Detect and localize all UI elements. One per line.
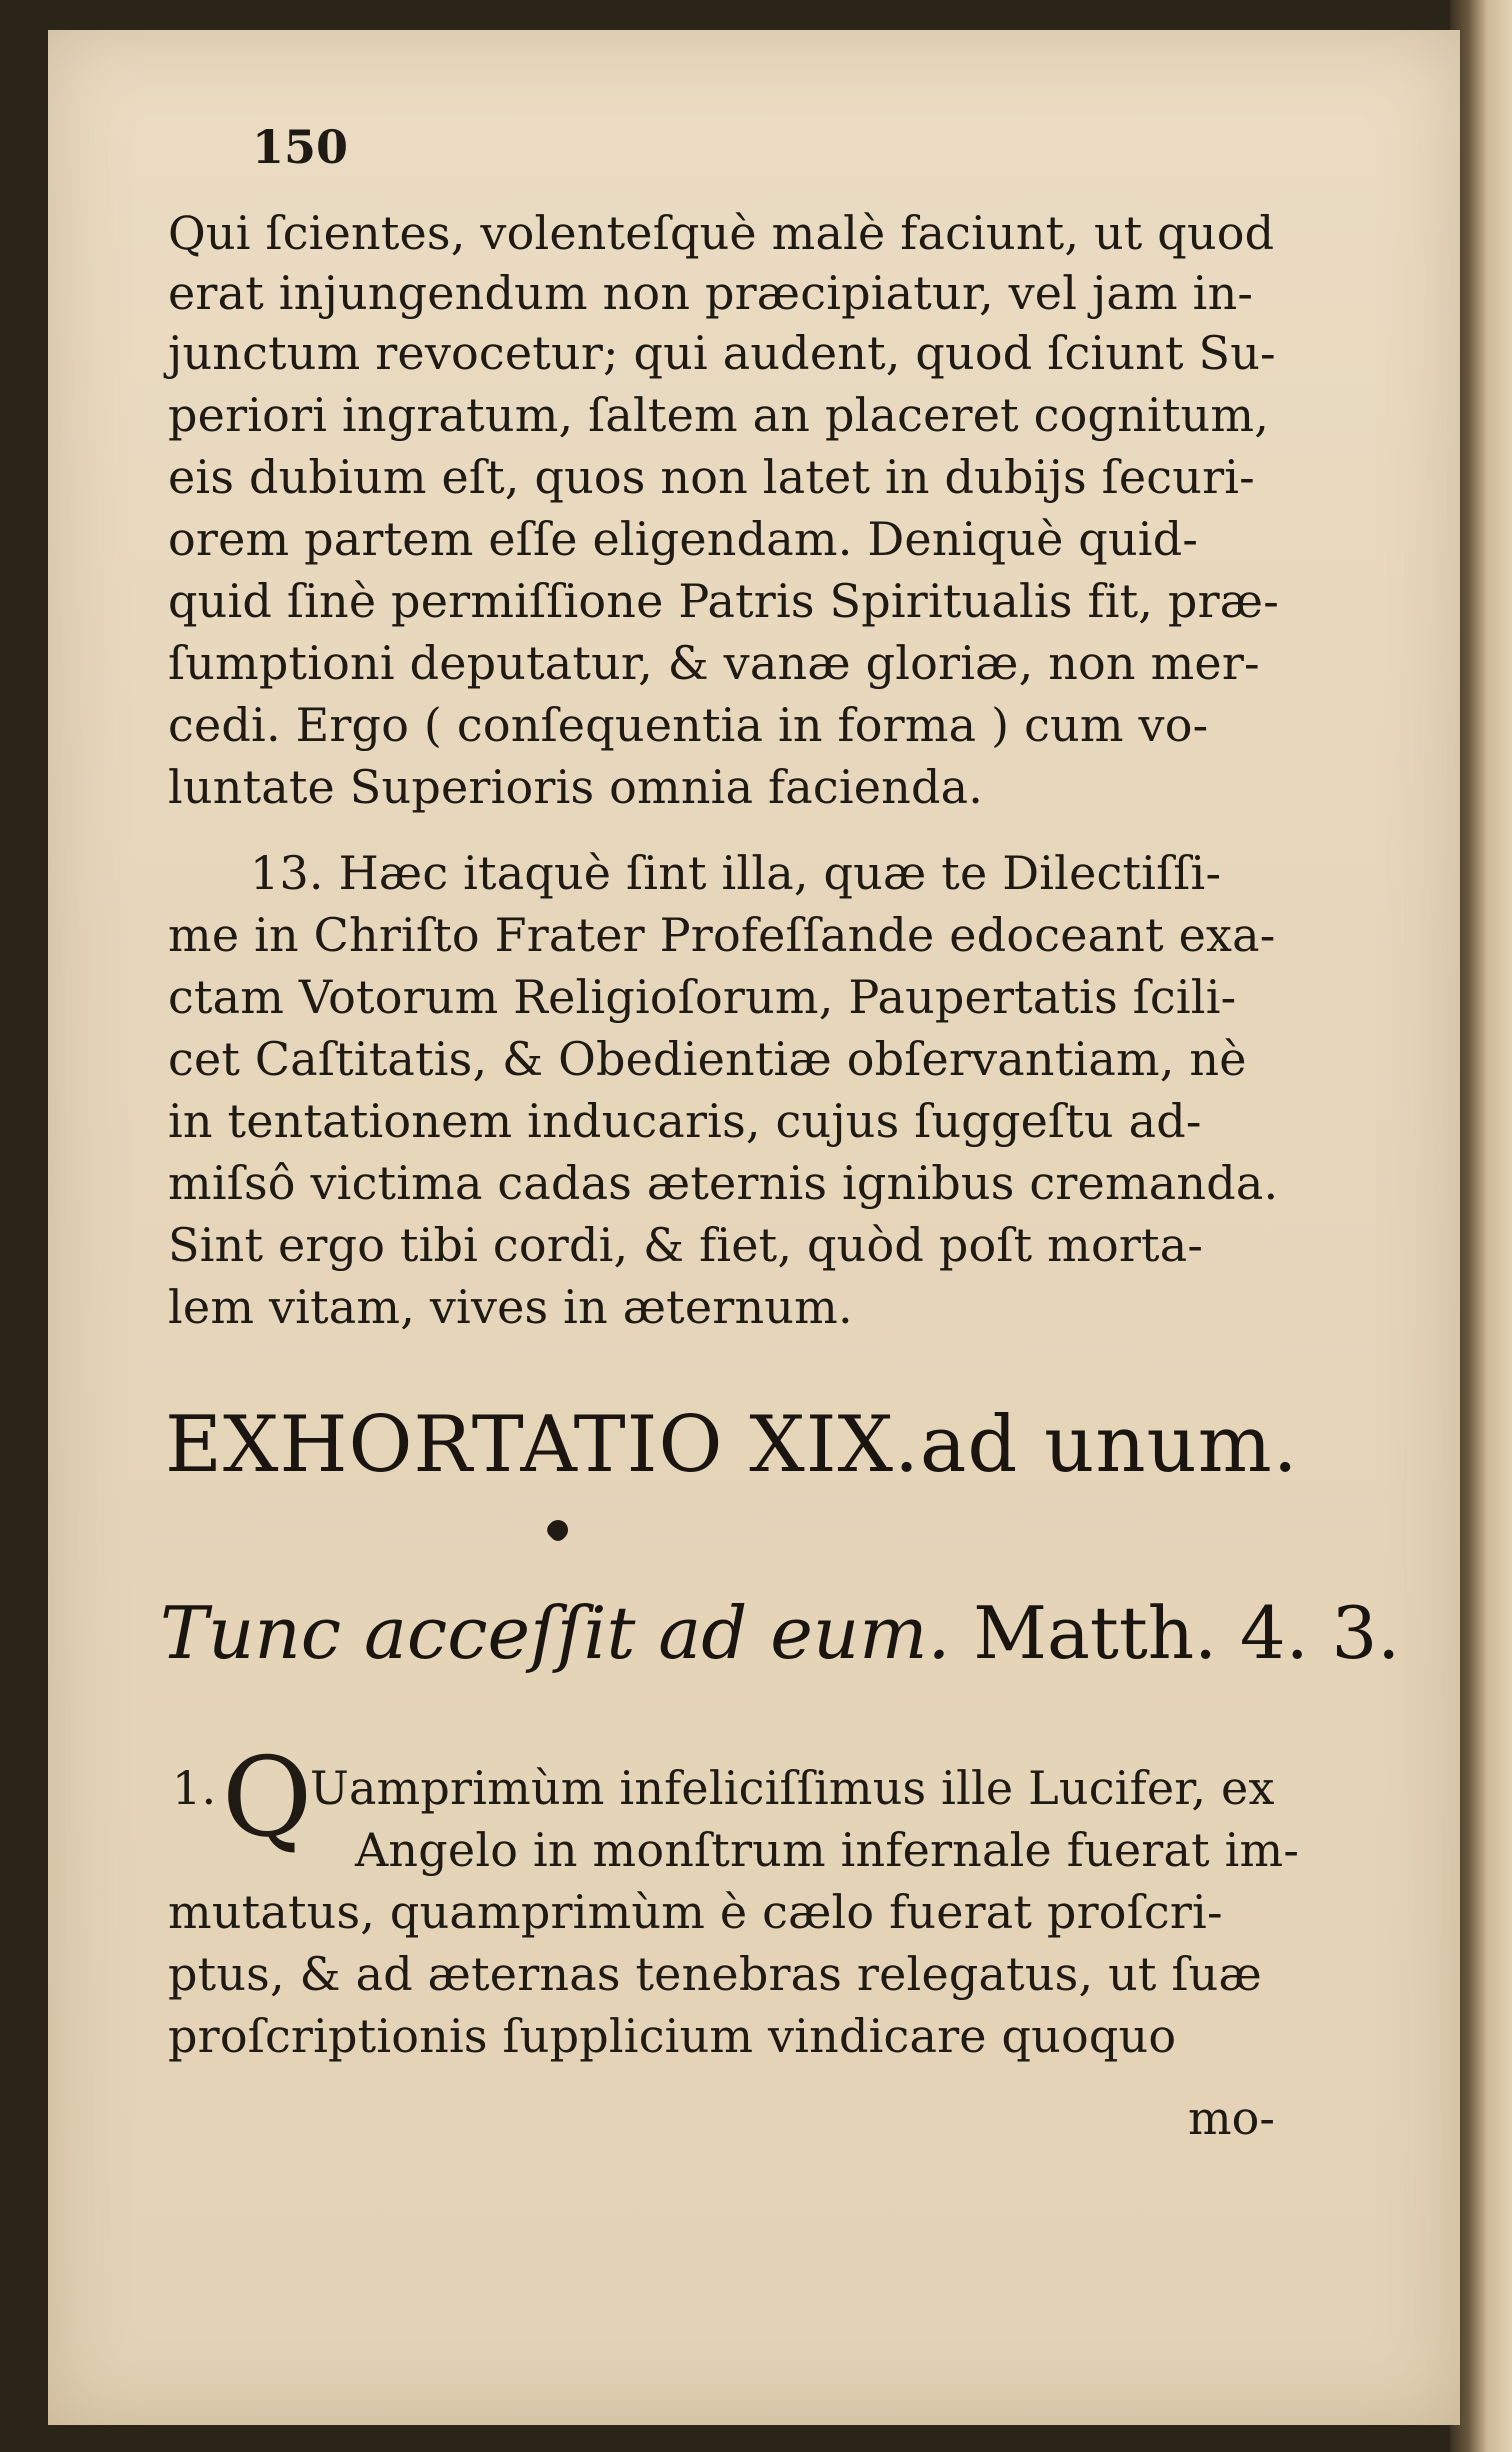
catchword: mo- — [1188, 2091, 1275, 2145]
text-line: ctam Votorum Religioſorum, Paupertatis ſcili- — [168, 970, 1237, 1024]
text-line: luntate Superioris omnia facienda. — [168, 760, 984, 814]
text-line: periori ingratum, ſaltem an placeret cognitum, — [168, 388, 1270, 442]
text-line: cet Caſtitatis, & Obedientiæ obſervantiam, nè — [168, 1032, 1247, 1086]
section-heading: EXHORTATIO XIX.ad unum. — [165, 1400, 1299, 1490]
text-line: ptus, & ad æternas tenebras relegatus, ut ſuæ — [168, 1947, 1262, 2001]
text-line: proſcriptionis ſupplicium vindicare quoquo — [168, 2009, 1177, 2063]
text-line: junctum revocetur; qui audent, quod ſciunt Su- — [168, 326, 1276, 380]
text-line: eis dubium eſt, quos non latet in dubijs ſecuri- — [168, 450, 1255, 504]
text-line: Uamprimùm infeliciſſimus ille Lucifer, ex — [310, 1761, 1275, 1815]
section-subheading — [160, 1590, 1401, 1676]
text-line: ſumptioni deputatur, & vanæ gloriæ, non mer- — [168, 636, 1260, 690]
text-line: me in Chriſto Frater Profeſſande edoceant exa- — [168, 908, 1276, 962]
text-line: lem vitam, vives in æternum. — [168, 1280, 853, 1334]
text-line: miſsô victima cadas æternis ignibus cremanda. — [168, 1156, 1279, 1210]
text-line: 13. Hæc itaquè ſint illa, quæ te Dilectiſſi- — [250, 846, 1222, 900]
page-number: 150 — [252, 120, 349, 174]
text-line: erat injungendum non præcipiatur, vel jam in- — [168, 266, 1254, 320]
text-line: quid ſinè permiſſione Patris Spiritualis fit, præ- — [168, 574, 1279, 628]
text-line: Angelo in monſtrum infernale fuerat im- — [355, 1823, 1300, 1877]
subheading-quote: Tunc acceſſit ad eum. — [160, 1591, 951, 1675]
drop-cap: Q — [222, 1733, 313, 1861]
subheading-reference: Matth. 4. 3. — [973, 1591, 1401, 1675]
paragraph-number: 1. — [172, 1761, 217, 1815]
text-line: Sint ergo tibi cordi, & fiet, quòd poſt morta- — [168, 1218, 1204, 1272]
text-line: orem partem eſſe eligendam. Deniquè quid- — [168, 512, 1199, 566]
text-line: Qui ſcientes, volenteſquè malè faciunt, ut quod — [168, 206, 1275, 260]
text-line: mutatus, quamprimùm è cælo fuerat proſcri- — [168, 1885, 1223, 1939]
text-line: cedi. Ergo ( conſequentia in forma ) cum vo- — [168, 698, 1209, 752]
text-line: in tentationem inducaris, cujus ſuggeſtu ad- — [168, 1094, 1202, 1148]
